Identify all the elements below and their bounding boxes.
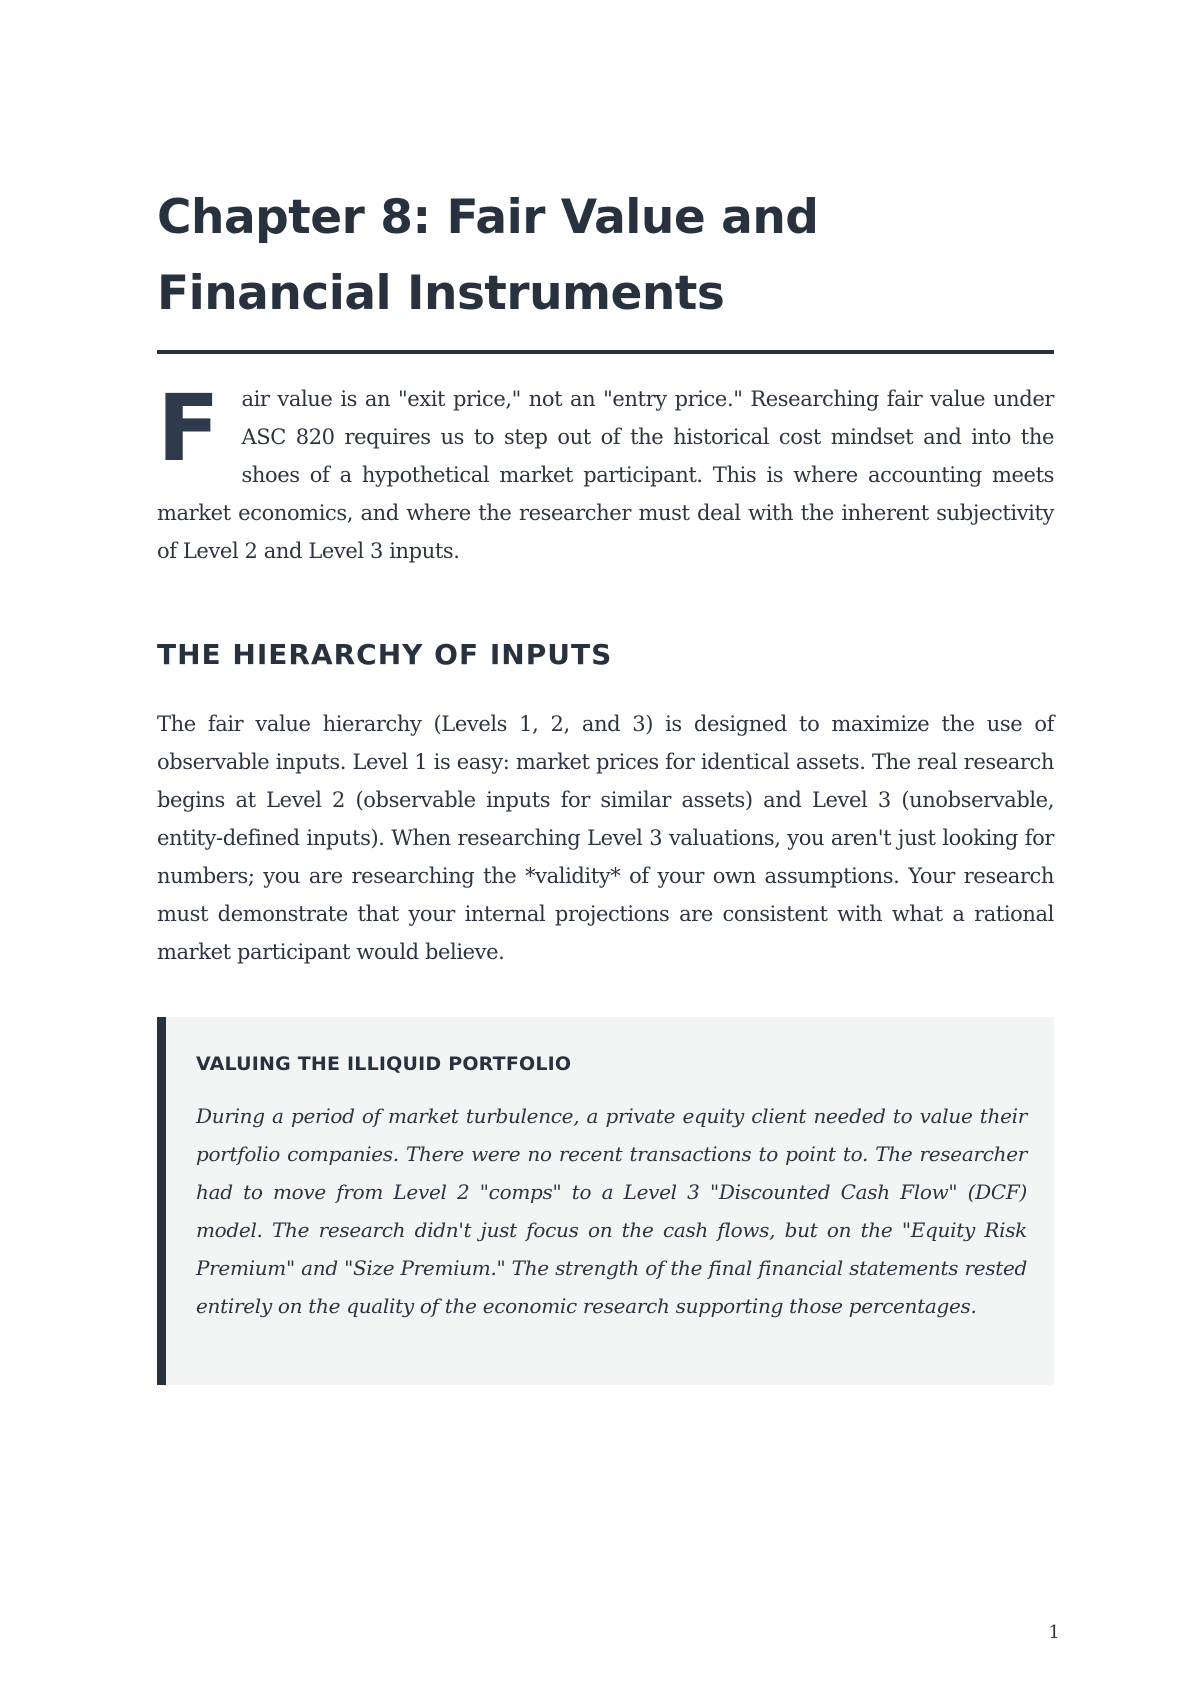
section-paragraph: The fair value hierarchy (Levels 1, 2, and 3) is designed to maximize the use of observable inputs. Level 1 is easy: market prices for identical assets. The real research begins at Level 2 (observable inputs for similar assets) and Level 3 (unobservable, entity-defined inputs). When researching Level 3 valuations, you aren't just looking for numbers; you are researching the *validity* of your own assumptions. Your research must demonstrate that your internal projections are consistent with what a rational market participant would believe. [157, 712, 1054, 964]
chapter-title: Chapter 8: Fair Value and Financial Instruments [157, 190, 819, 321]
intro-text: air value is an "exit price," not an "entry price." Researching fair value under ASC 820 requires us to step out of the historical cost mindset and into the shoes of a hypothetical market participant. This is where accounting meets market economics, and where the researcher must deal with the inherent subjectivity of Level 2 and Level 3 inputs. [157, 387, 1054, 563]
page-content [157, 180, 1054, 1385]
callout-title: VALUING THE ILLIQUID PORTFOLIO [196, 1053, 572, 1075]
callout-text: During a period of market turbulence, a private equity client needed to value their portfolio companies. There were no recent transactions to point to. The researcher had to move from Level 2 "comps" to a Level 3 "Discounted Cash Flow" (DCF) model. The research didn't just focus on the cash flows, but on the "Equity Risk Premium" and "Size Premium." The strength of the final financial statements rested entirely on the quality of the economic research supporting those percentages. [196, 1104, 1027, 1318]
title-divider [157, 350, 1054, 354]
drop-cap: F [157, 375, 220, 482]
page-number: 1 [1048, 1622, 1060, 1643]
section-heading: THE HIERARCHY OF INPUTS [157, 638, 613, 671]
case-study-callout [157, 1017, 1054, 1385]
intro-paragraph [157, 375, 1054, 570]
